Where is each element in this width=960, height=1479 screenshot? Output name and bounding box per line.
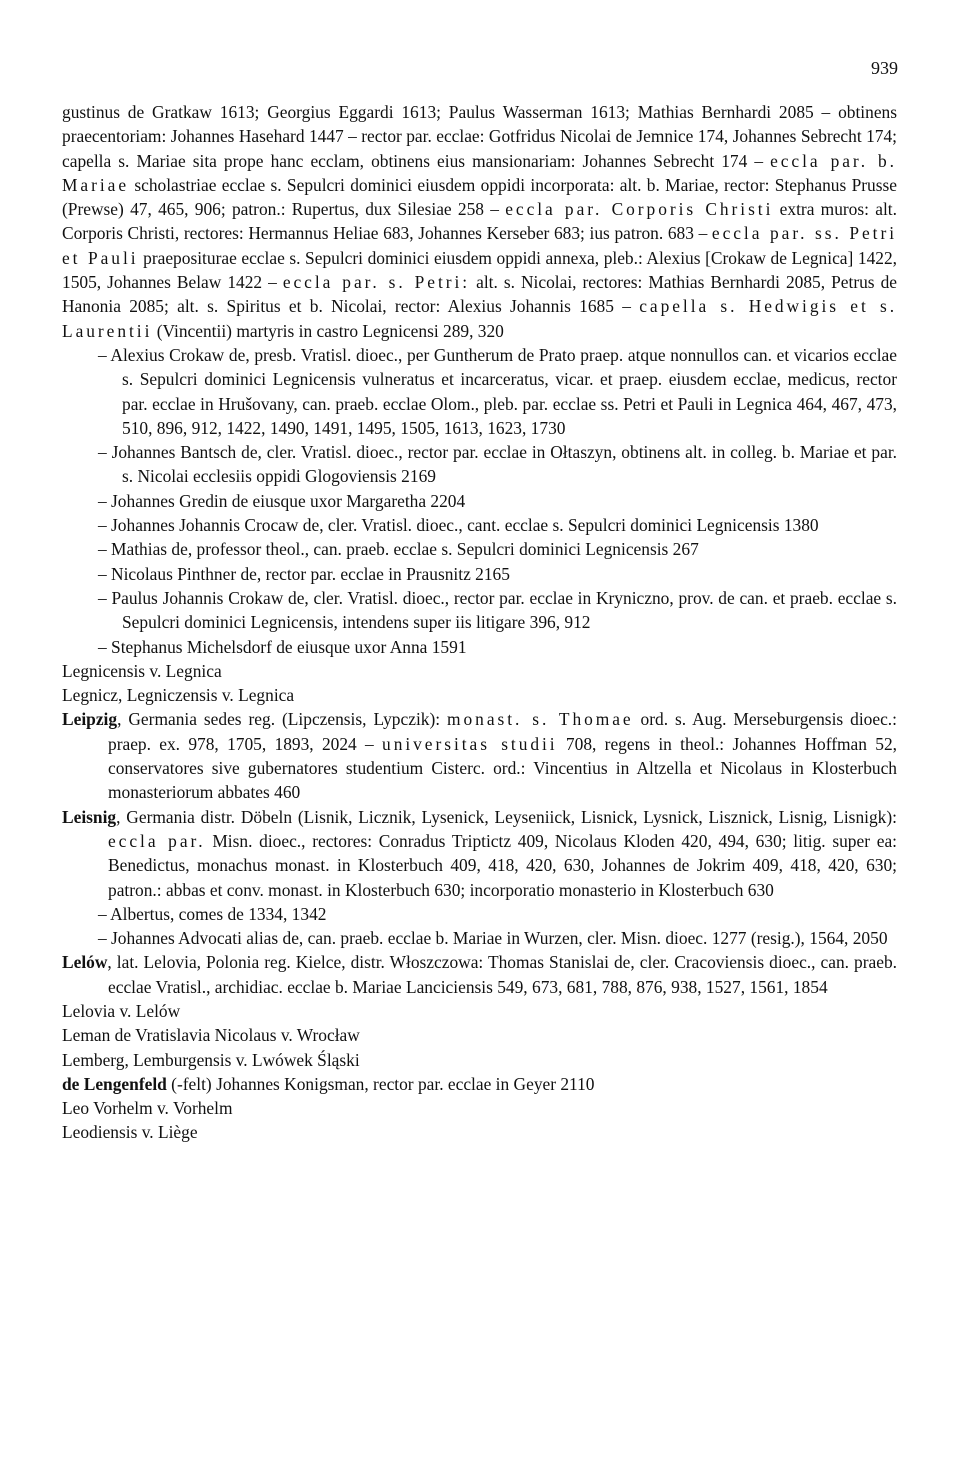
- index-entry-lengenfeld: [62, 1072, 897, 1096]
- index-entry: Legnicensis v. Legnica: [62, 660, 222, 681]
- text: gustinus de Gratkaw 1613; Georgius Eggardi 1613; Paulus Wasserman 1613; Mathias Bernhardi 2085 – obtinens praecentoriam: Johannes Hasehard 1447 – rector par. ecclae: Gotfridus Nicolai de Jemnice 174, Johannes Sebrecht 174; capella s. Mariae sita prope hanc ecclam, obtinens eius mansionariam: Johannes Sebrecht 174 –: [62, 102, 897, 171]
- index-entry: Legnicz, Legniczensis v. Legnica: [62, 685, 295, 706]
- text: , lat. Lelovia, Polonia reg. Kielce, distr. Włoszczowa: Thomas Stanislai de, cler. Cracoviensis dioec., can. praeb. ecclae Vratisl., archidiac. ecclae b. Mariae Lanciciensis 549, 673, 681, 788, 876, 938, 1527, 1561, 1854: [107, 952, 897, 997]
- index-text: [62, 100, 897, 1145]
- sub-entry: – Johannes Gredin de eiusque uxor Margaretha 2204: [98, 490, 466, 511]
- text: ord. s. Aug. Merseburgensis dioec.: praep. ex. 978, 1705, 1893, 2024 –: [108, 709, 897, 754]
- index-entry-leisnig: [62, 805, 897, 902]
- spaced-text: eccla par.: [108, 830, 206, 851]
- spaced-text: capella s. Hedwigis et s. Laurentii: [62, 296, 898, 341]
- text: (-felt) Johannes Konigsman, rector par. ecclae in Geyer 2110: [166, 1073, 595, 1094]
- text: 708, regens in theol.: Johannes Hoffman 52, conservatores sive gubernatores studentium Cisterc. ord.: Vincentius in Altzella et Nicolaus in Klosterbuch monasteriorum abbates 460: [108, 733, 898, 803]
- spaced-text: eccla par. b. Mariae: [62, 150, 897, 195]
- sub-entry: – Johannes Johannis Crocaw de, cler. Vratisl. dioec., cant. ecclae s. Sepulcri dominici Legnicensis 1380: [98, 515, 819, 536]
- sub-entry: – Nicolaus Pinthner de, rector par. ecclae in Prausnitz 2165: [98, 563, 510, 584]
- sub-entry: – Albertus, comes de 1334, 1342: [98, 903, 327, 924]
- spaced-text: monast. s. Thomae: [447, 709, 634, 730]
- spaced-text: eccla par. ss. Petri et Pauli: [62, 223, 897, 268]
- entry-headword: Lelów: [62, 952, 108, 973]
- entry-headword: Leipzig: [62, 709, 118, 730]
- entry-headword: de Lengenfeld: [62, 1073, 167, 1094]
- entry-headword: Leisnig: [62, 806, 117, 827]
- spaced-text: universitas studii: [382, 733, 558, 754]
- index-entry: Leman de Vratislavia Nicolaus v. Wrocław: [62, 1025, 360, 1046]
- index-entry: Leo Vorhelm v. Vorhelm: [62, 1098, 233, 1119]
- spaced-text: eccla par. Corporis Christi: [505, 199, 774, 220]
- index-entry: Lelovia v. Lelów: [62, 1000, 181, 1021]
- index-entry-leipzig: [62, 707, 897, 804]
- page-number: 939: [871, 58, 898, 78]
- sub-entry: – Johannes Bantsch de, cler. Vratisl. dioec., rector par. ecclae in Ołtaszyn, obtinens alt. in colleg. b. Mariae et par. s. Nicolai ecclesiis oppidi Glogoviensis 2169: [98, 442, 897, 487]
- text: scholastriae ecclae s. Sepulcri dominici eiusdem oppidi incorporata: alt. b. Mariae, rector: Stephanus Prusse (Prewse) 47, 465, 906; patron.: Rupertus, dux Silesiae 258 –: [62, 174, 897, 220]
- sub-entry: – Alexius Crokaw de, presb. Vratisl. dioec., per Guntherum de Prato praep. atque nonnullos can. et vicarios ecclae s. Sepulcri dominici Legnicensis vulneratus et incarceratus, vicar. et praep. eiusdem ecclae, medicus, rector par. ecclae in Hrušovany, can. praeb. ecclae Olom., pleb. par. ecclae ss. Petri et Pauli in Legnica 464, 467, 473, 510, 896, 912, 1422, 1490, 1491, 1495, 1505, 1613, 1623, 1730: [98, 344, 897, 438]
- text: , Germania distr. Döbeln (Lisnik, Licznik, Lysenick, Leyseniick, Lisnick, Lysnick, Lisznick, Lisnig, Lisnigk):: [116, 806, 897, 827]
- text: Misn. dioec., rectores: Conradus Triptictz 409, Nicolaus Kloden 420, 494, 630; litig. super ea: Benedictus, monachus monast. in Klosterbuch 409, 418, 420, 630, Johannes de Jokrim 409, 418, 420, 630; patron.: abbas et conv. monast. in Klosterbuch 630; incorporatio monasterio in Klosterbuch 630: [108, 830, 897, 900]
- text: , Germania sedes reg. (Lipczensis, Lypczik):: [117, 709, 441, 730]
- index-entry-lelow: [62, 950, 897, 999]
- spaced-text: eccla par. s. Petri:: [282, 272, 471, 293]
- sub-entry: – Stephanus Michelsdorf de eiusque uxor Anna 1591: [98, 636, 467, 657]
- text: extra muros: alt. Corporis Christi, rectores: Hermannus Heliae 683, Johannes Kerseber 683; ius patron. 683 –: [62, 199, 897, 244]
- text: praeposituraе ecclae s. Sepulcri dominici eiusdem oppidi annexa, pleb.: Alexius [Crokaw de Legnica] 1422, 1505, Johannes Belaw 1422 –: [62, 247, 897, 293]
- text: alt. s. Nicolai, rectores: Mathias Bernhardi 2085, Petrus de Hanonia 2085; alt. s. Spiritus et b. Nicolai, rector: Alexius Johannis 1685 –: [62, 272, 897, 317]
- sub-entry: – Paulus Johannis Crokaw de, cler. Vratisl. dioec., rector par. ecclae in Kryniczno, prov. de can. et praeb. ecclae s. Sepulcri dominici Legnicensis, intendens super iis litigare 396, 912: [98, 587, 897, 633]
- index-entry: Leodiensis v. Liège: [62, 1122, 198, 1143]
- text: (Vincentii) martyris in castro Legnicensi 289, 320: [156, 320, 504, 341]
- sub-entry: – Mathias de, professor theol., can. praeb. ecclae s. Sepulcri dominici Legnicensis 267: [98, 539, 699, 560]
- sub-entry: – Johannes Advocati alias de, can. praeb. ecclae b. Mariae in Wurzen, cler. Misn. dioec. 1277 (resig.), 1564, 2050: [98, 928, 888, 949]
- paragraph-continuation: [62, 100, 897, 343]
- index-entry: Lemberg, Lemburgensis v. Lwówek Śląski: [62, 1049, 360, 1070]
